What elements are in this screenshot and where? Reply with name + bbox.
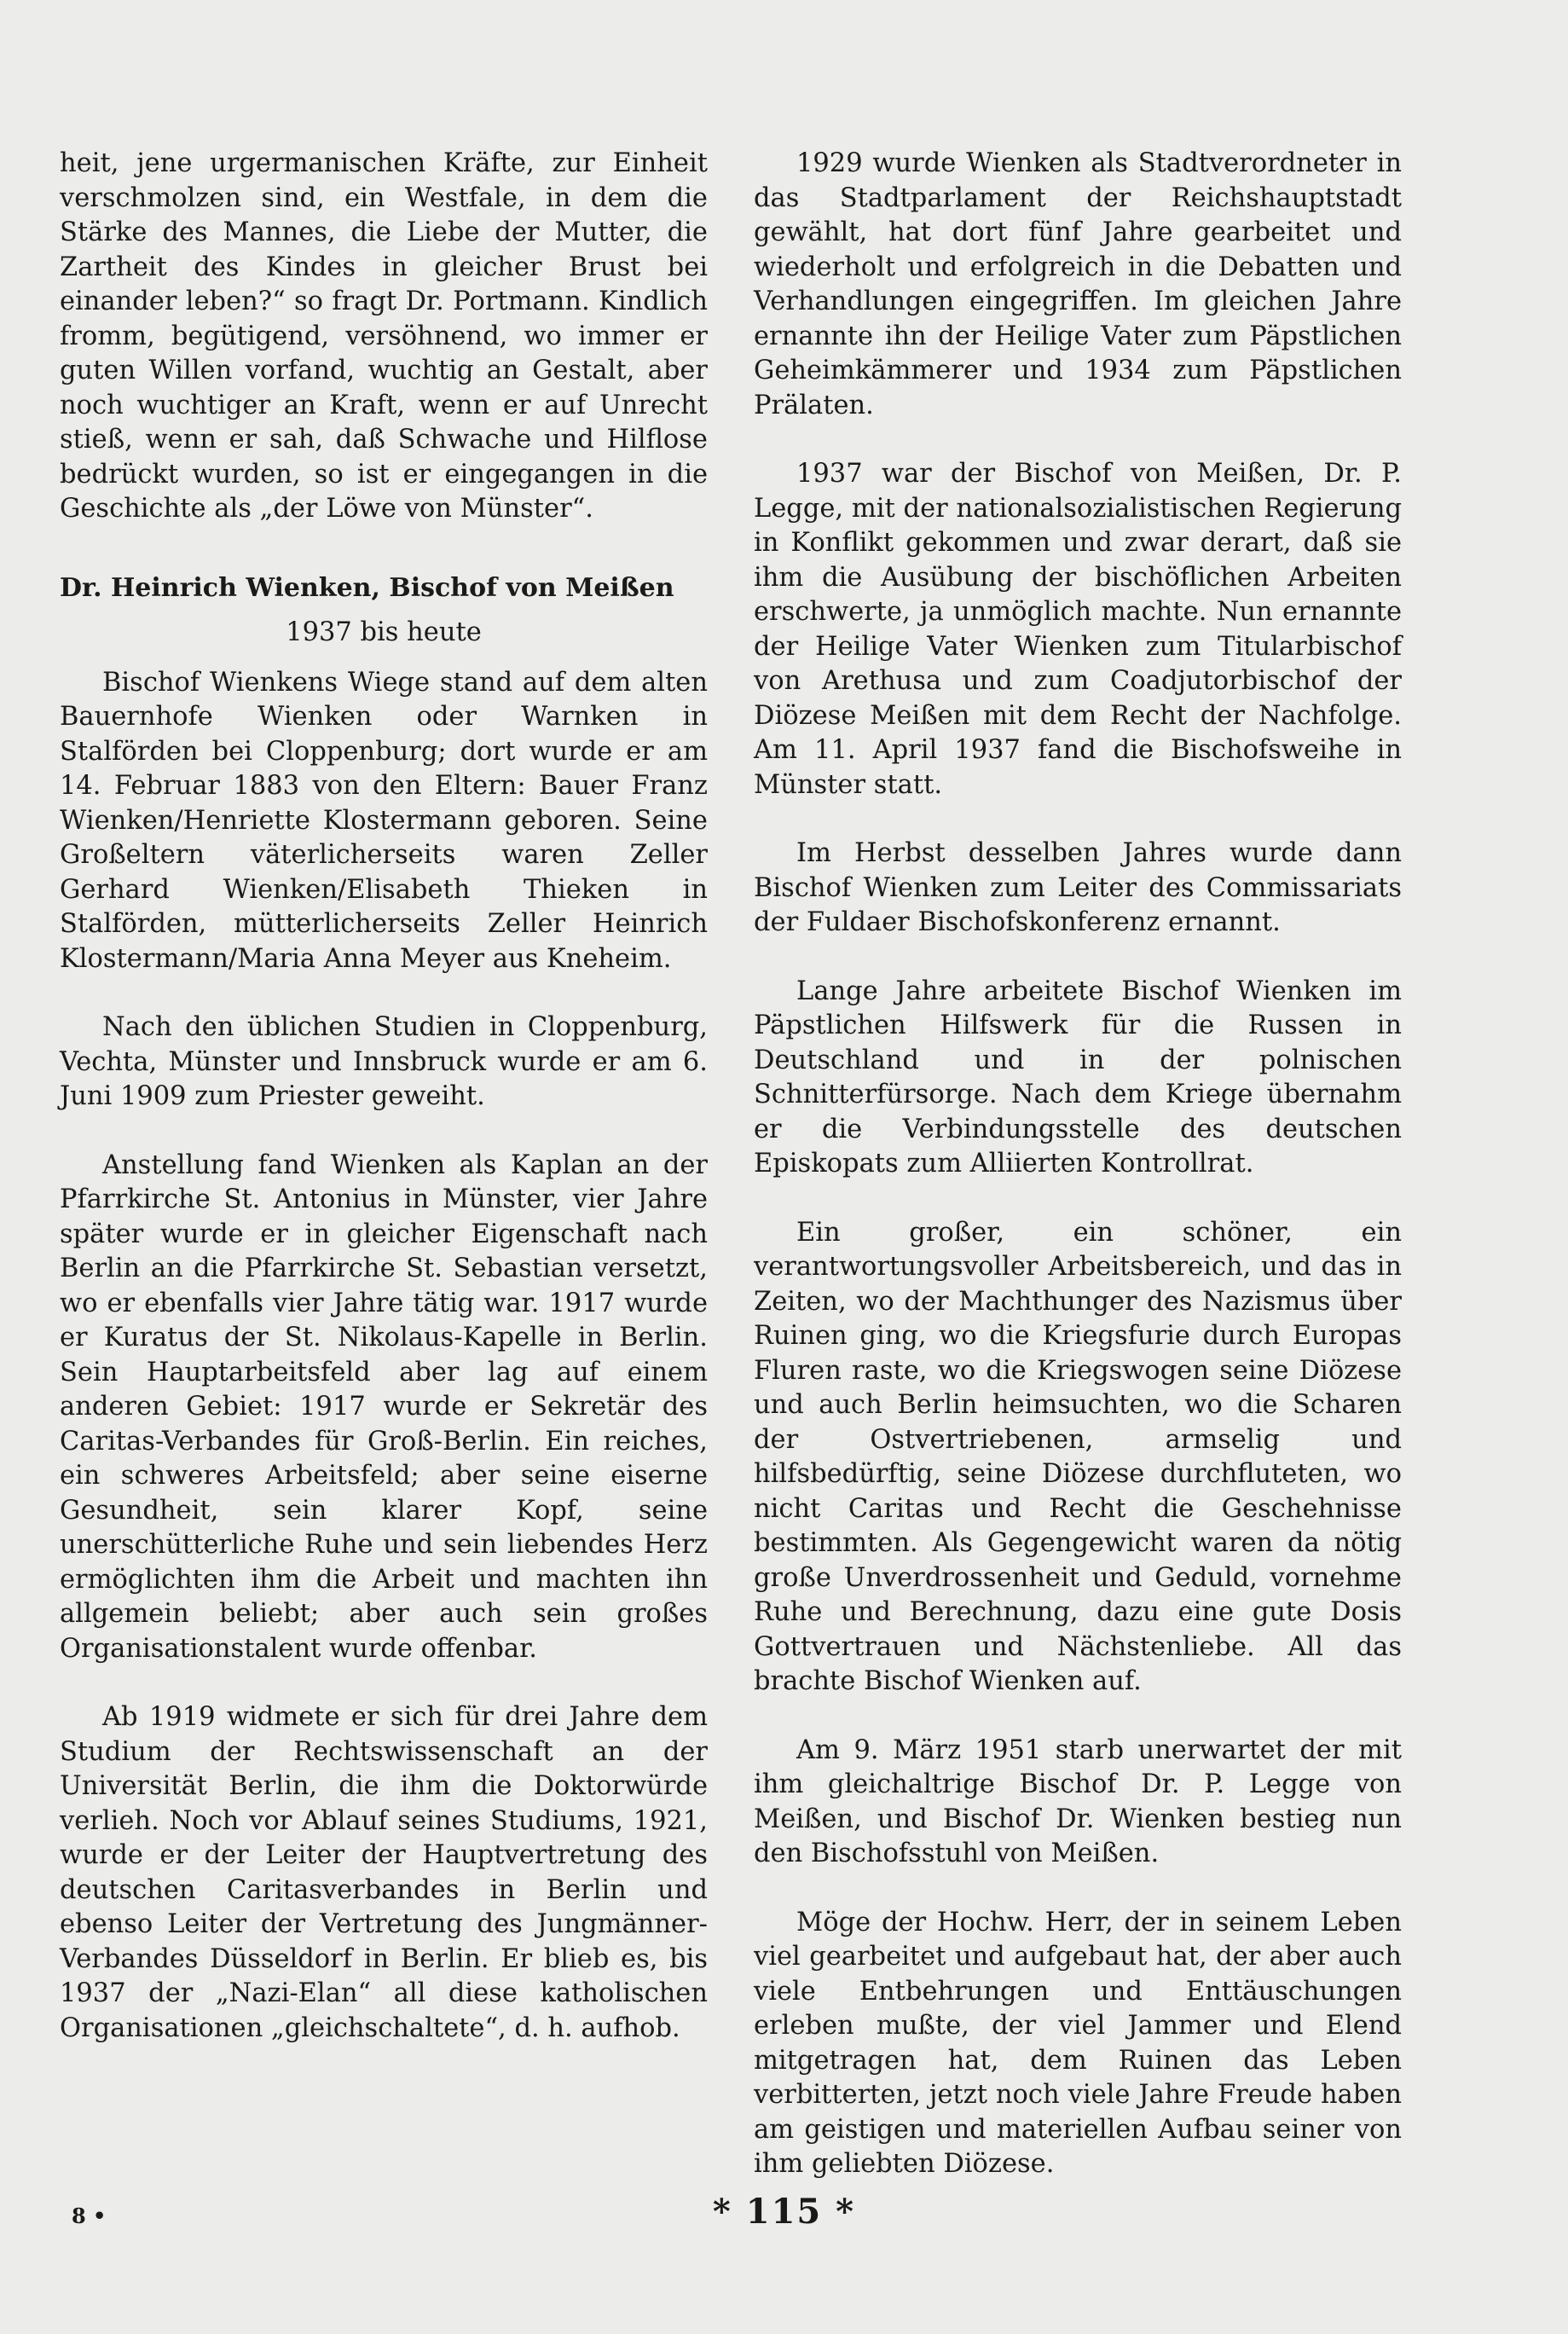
section-subheading: 1937 bis heute [286,617,482,647]
signature-mark: 8 • [72,2204,107,2228]
paragraph: Möge der Hochw. Herr, der in seinem Leben viel gearbeitet und aufgebaut hat, der aber auch viele Entbehrungen und Enttäuschungen erleben mußte, der viel Jammer und Elend mitgetragen hat, dem Ruinen das Leben verbitterten, jetzt noch viele Jahre Freude haben am geistigen und materiellen Aufbau seiner von ihm geliebten Diözese. [754,1907,1402,2179]
paragraph: heit, jene urgermanischen Kräfte, zur Einheit verschmolzen sind, ein Westfale, in dem die Stärke des Mannes, die Liebe der Mutter, die Zartheit des Kindes in gleicher Brust bei einander leben?“ so fragt Dr. Portmann. Kindlich fromm, begütigend, versöhnend, wo immer er guten Willen vorfand, wuchtig an Gestalt, aber noch wuchtiger an Kraft, wenn er auf Unrecht stieß, wenn er sah, daß Schwache und Hilflose bedrückt wurden, so ist er eingegangen in die Geschichte als „der Löwe von Münster“. [60,148,708,524]
paragraph: Nach den üblichen Studien in Cloppenburg, Vechta, Münster und Innsbruck wurde er am 6. Juni 1909 zum Priester geweiht. [60,1012,708,1111]
paragraph: Lange Jahre arbeitete Bischof Wienken im Päpstlichen Hilfswerk für die Russen in Deutschland und in der polnischen Schnitterfürsorge. Nach dem Kriege übernahm er die Verbindungsstelle des deutschen Episkopats zum Alliierten Kontrollrat. [754,976,1402,1179]
paragraph: 1929 wurde Wienken als Stadtverordneter in das Stadtparlament der Reichshauptstadt gewählt, hat dort fünf Jahre gearbeitet und wiederholt und erfolgreich in die Debatten und Verhandlungen eingegriffen. Im gleichen Jahre ernannte ihn der Heilige Vater zum Päpstlichen Geheimkämmerer und 1934 zum Päpstlichen Prälaten. [754,148,1402,420]
paragraph: Im Herbst desselben Jahres wurde dann Bischof Wienken zum Leiter des Commissariats der Fuldaer Bischofskonferenz ernannt. [754,838,1402,937]
page-number: * 115 * [712,2192,856,2232]
section-heading: Dr. Heinrich Wienken, Bischof von Meißen [60,572,674,603]
left-column [60,147,708,2080]
paragraph: 1937 war der Bischof von Meißen, Dr. P. Legge, mit der nationalsozialistischen Regierung in Konflikt gekommen und zwar derart, daß sie ihm die Ausübung der bischöflichen Arbeiten erschwerte, ja unmöglich machte. Nun ernannte der Heilige Vater Wienken zum Titularbischof von Arethusa und zum Coadjutorbischof der Diözese Meißen mit dem Recht der Nachfolge. Am 11. April 1937 fand die Bischofsweihe in Münster statt. [754,459,1402,800]
right-column [754,147,1402,2216]
paragraph: Ein großer, ein schöner, ein verantwortungsvoller Arbeitsbereich, und das in Zeiten, wo der Machthunger des Nazismus über Ruinen ging, wo die Kriegsfurie durch Europas Fluren raste, wo die Kriegswogen seine Diözese und auch Berlin heimsuchten, wo die Scharen der Ostvertriebenen, armselig und hilfsbedürftig, seine Diözese durchfluteten, wo nicht Caritas und Recht die Geschehnisse bestimmten. Als Gegengewicht waren da nötig große Unverdrossenheit und Geduld, vornehme Ruhe und Berechnung, dazu eine gute Dosis Gottvertrauen und Nächstenliebe. All das brachte Bischof Wienken auf. [754,1217,1402,1696]
paragraph: Anstellung fand Wienken als Kaplan an der Pfarrkirche St. Antonius in Münster, vier Jahre später wurde er in gleicher Eigenschaft nach Berlin an die Pfarrkirche St. Sebastian versetzt, wo er ebenfalls vier Jahre tätig war. 1917 wurde er Kuratus der St. Nikolaus-Kapelle in Berlin. Sein Hauptarbeitsfeld aber lag auf einem anderen Gebiet: 1917 wurde er Sekretär des Caritas-Verbandes für Groß-Berlin. Ein reiches, ein schweres Arbeitsfeld; aber seine eiserne Gesundheit, sein klarer Kopf, seine unerschütterliche Ruhe und sein liebendes Herz ermöglichten ihm die Arbeit und machten ihn allgemein beliebt; aber auch sein großes Organisationstalent wurde offenbar. [60,1150,708,1664]
paragraph: Bischof Wienkens Wiege stand auf dem alten Bauernhofe Wienken oder Warnken in Stalförden bei Cloppenburg; dort wurde er am 14. Februar 1883 von den Eltern: Bauer Franz Wienken/Henriette Klostermann geboren. Seine Großeltern väterlicherseits waren Zeller Gerhard Wienken/Elisabeth Thieken in Stalförden, mütterlicherseits Zeller Heinrich Klostermann/Maria Anna Meyer aus Kneheim. [60,667,708,974]
paragraph: Ab 1919 widmete er sich für drei Jahre dem Studium der Rechtswissenschaft an der Universität Berlin, die ihm die Doktorwürde verlieh. Noch vor Ablauf seines Studiums, 1921, wurde er der Leiter der Hauptvertretung des deutschen Caritasverbandes in Berlin und ebenso Leiter der Vertretung des Jungmänner-Verbandes Düsseldorf in Berlin. Er blieb es, bis 1937 der „Nazi-Elan“ all diese katholischen Organisationen „gleichschaltete“, d. h. aufhob. [60,1702,708,2043]
paragraph: Am 9. März 1951 starb unerwartet der mit ihm gleichaltrige Bischof Dr. P. Legge von Meißen, und Bischof Dr. Wienken bestieg nun den Bischofsstuhl von Meißen. [754,1735,1402,1868]
